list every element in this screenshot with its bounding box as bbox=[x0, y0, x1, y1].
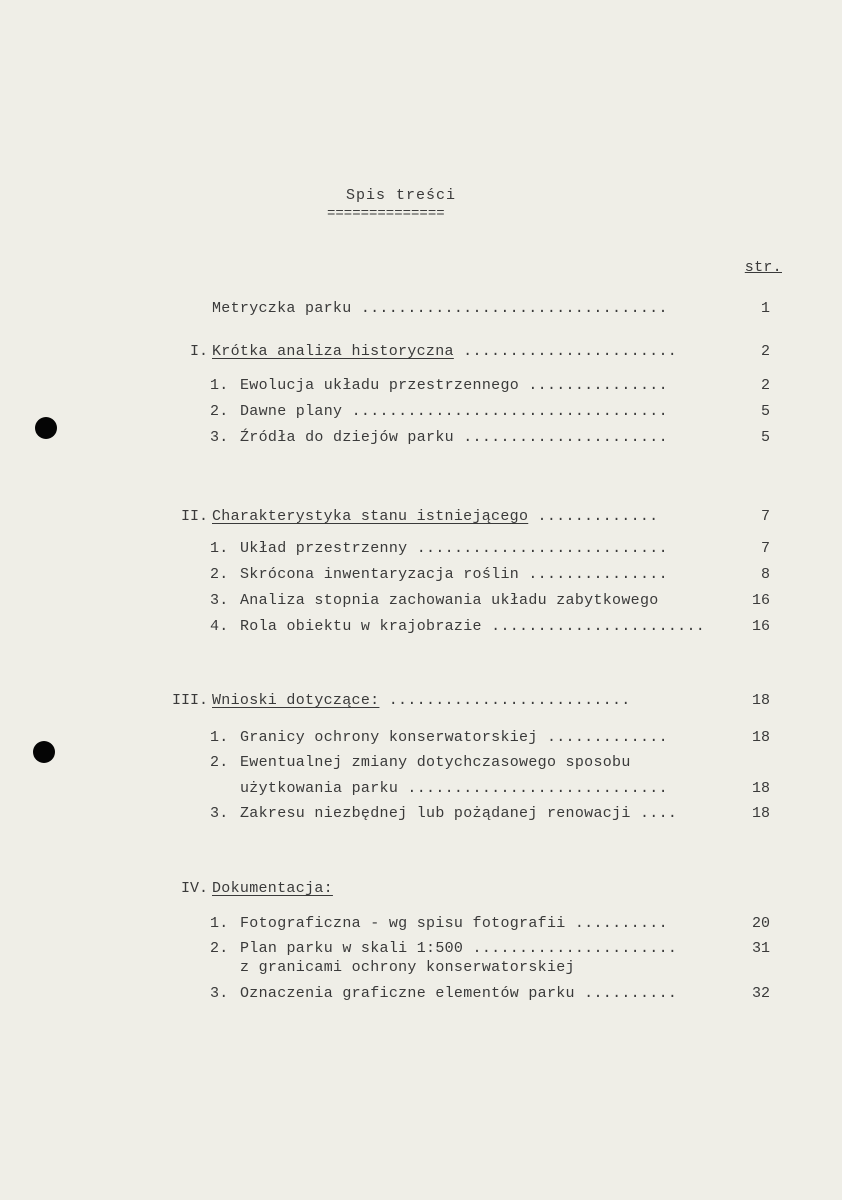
toc-entry-title: Oznaczenia graficzne elementów parku bbox=[240, 985, 575, 1002]
toc-dot-leader: .......................... bbox=[379, 692, 631, 709]
page-title: Spis treści bbox=[346, 187, 457, 204]
toc-entry-number: 1. bbox=[210, 915, 229, 932]
toc-dot-leader: ...................... bbox=[463, 940, 678, 957]
toc-section-title: Charakterystyka stanu istniejącego bbox=[212, 508, 529, 525]
toc-entry-number: 1. bbox=[210, 540, 229, 557]
toc-entry-title: użytkowania parku bbox=[240, 780, 399, 797]
punch-hole-top bbox=[35, 417, 57, 439]
toc-entry-title: Rola obiektu w krajobrazie bbox=[240, 618, 482, 635]
toc-dot-leader: ............................ bbox=[398, 780, 668, 797]
toc-section-title: Wnioski dotyczące: bbox=[212, 692, 380, 709]
toc-section-title: Krótka analiza historyczna bbox=[212, 343, 454, 360]
toc-dot-leader: ....................... bbox=[453, 343, 678, 360]
toc-page-number: 7 bbox=[760, 508, 770, 525]
punch-hole-bottom bbox=[33, 741, 55, 763]
toc-entry-title: Ewentualnej zmiany dotychczasowego sposobu bbox=[240, 754, 631, 771]
toc-entry-title: z granicami ochrony konserwatorskiej bbox=[240, 959, 575, 976]
toc-entry-title: Analiza stopnia zachowania układu zabytkowego bbox=[240, 592, 659, 609]
toc-page-number: 16 bbox=[751, 618, 770, 635]
toc-dot-leader: .................................. bbox=[342, 403, 668, 420]
toc-dot-leader: ............... bbox=[519, 377, 668, 394]
toc-roman-numeral: III. bbox=[171, 692, 208, 709]
toc-dot-leader: .......... bbox=[565, 915, 668, 932]
toc-dot-leader: .... bbox=[630, 805, 678, 822]
toc-dot-leader: ............... bbox=[519, 566, 668, 583]
toc-page-number: 18 bbox=[751, 692, 770, 709]
title-underline: ============== bbox=[327, 206, 445, 222]
toc-entry-number: 3. bbox=[210, 805, 229, 822]
toc-entry-title: Źródła do dziejów parku bbox=[240, 429, 454, 446]
toc-roman-numeral: II. bbox=[180, 508, 208, 525]
toc-dot-leader: .......... bbox=[574, 985, 678, 1002]
toc-entry-number: 3. bbox=[210, 985, 229, 1002]
toc-page-number: 20 bbox=[751, 915, 770, 932]
toc-entry-title: Skrócona inwentaryzacja roślin bbox=[240, 566, 520, 583]
toc-entry-number: 1. bbox=[210, 729, 229, 746]
toc-entry-title: Dawne plany bbox=[240, 403, 343, 420]
toc-dot-leader: ........................... bbox=[407, 540, 668, 557]
toc-entry-title: Układ przestrzenny bbox=[240, 540, 408, 557]
toc-entry-title: Granicy ochrony konserwatorskiej bbox=[240, 729, 538, 746]
toc-dot-leader: ................................. bbox=[351, 300, 668, 317]
toc-page-number: 16 bbox=[751, 592, 770, 609]
toc-entry-number: 1. bbox=[210, 377, 229, 394]
toc-entry-title: Ewolucja układu przestrzennego bbox=[240, 377, 520, 394]
toc-page-number: 32 bbox=[751, 985, 770, 1002]
toc-page-number: 7 bbox=[760, 540, 770, 557]
toc-section-title: Dokumentacja: bbox=[212, 880, 333, 897]
toc-page-number: 5 bbox=[760, 429, 770, 446]
toc-roman-numeral: IV. bbox=[180, 880, 208, 897]
toc-page-number: 31 bbox=[751, 940, 770, 957]
toc-dot-leader: ............. bbox=[528, 508, 659, 525]
toc-page-number: 2 bbox=[760, 343, 770, 360]
toc-entry-title: Plan parku w skali 1:500 bbox=[240, 940, 464, 957]
toc-entry-number: 2. bbox=[210, 403, 229, 420]
toc-entry-number: 2. bbox=[210, 940, 229, 957]
toc-page-number: 5 bbox=[760, 403, 770, 420]
toc-entry-title: Metryczka parku bbox=[212, 300, 352, 317]
toc-entry-title: Fotograficzna - wg spisu fotografii bbox=[240, 915, 566, 932]
toc-entry-number: 2. bbox=[210, 754, 229, 771]
toc-entry-number: 3. bbox=[210, 429, 229, 446]
toc-dot-leader: ............. bbox=[537, 729, 668, 746]
toc-page-number: 18 bbox=[751, 805, 770, 822]
toc-page-number: 1 bbox=[760, 300, 770, 317]
toc-page-number: 18 bbox=[751, 780, 770, 797]
toc-dot-leader: ...................... bbox=[453, 429, 668, 446]
toc-entry-number: 4. bbox=[210, 618, 229, 635]
toc-entry-number: 2. bbox=[210, 566, 229, 583]
toc-dot-leader: ....................... bbox=[481, 618, 706, 635]
toc-page-number: 2 bbox=[760, 377, 770, 394]
toc-page-number: 18 bbox=[751, 729, 770, 746]
toc-page-number: 8 bbox=[760, 566, 770, 583]
toc-roman-numeral: I. bbox=[189, 343, 208, 360]
toc-entry-title: Zakresu niezbędnej lub pożądanej renowacji bbox=[240, 805, 631, 822]
page-column-label: str. bbox=[744, 259, 782, 276]
toc-entry-number: 3. bbox=[210, 592, 229, 609]
